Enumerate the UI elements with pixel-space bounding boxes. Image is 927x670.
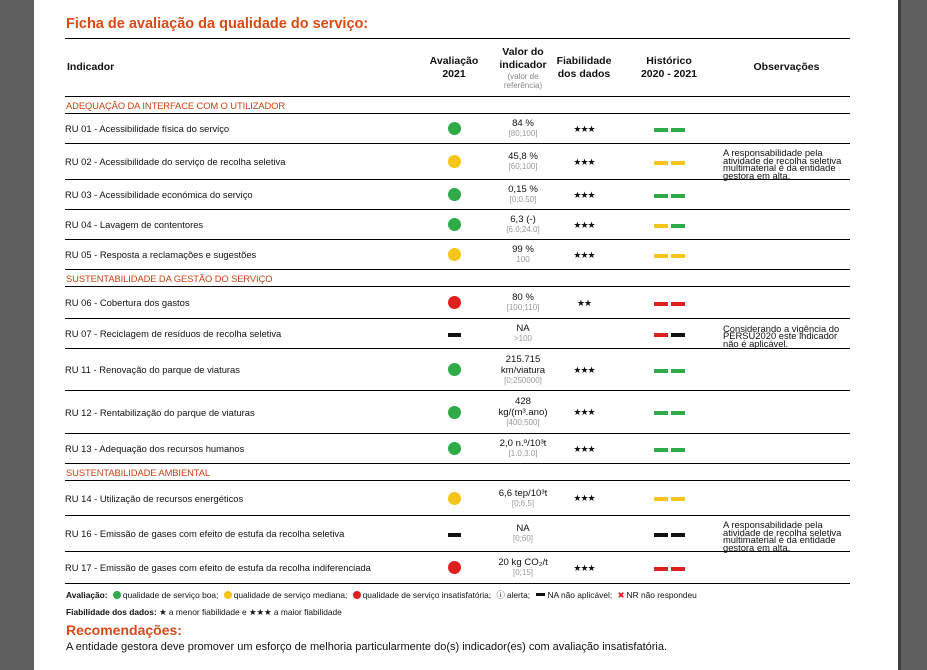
- header-avaliacao-line2: 2021: [442, 67, 466, 80]
- cross-icon: ✖: [617, 590, 625, 600]
- value-cell: [493, 481, 553, 516]
- legend-nr: NR não respondeu: [626, 590, 697, 600]
- indicator-name: RU 04 - Lavagem de contentores: [65, 210, 415, 240]
- reliability-cell: [553, 552, 615, 584]
- reference-value: [1.0;3.0]: [508, 449, 538, 458]
- value-cell: [493, 319, 553, 349]
- value-cell: [493, 516, 553, 552]
- observations-cell: [723, 180, 850, 210]
- reliability-cell: [553, 240, 615, 270]
- history-bar-2021: [671, 194, 685, 198]
- history-bar-2020: [654, 224, 668, 228]
- reference-value: [400;500[: [506, 418, 540, 427]
- reliability-cell: [553, 349, 615, 391]
- table-row: [65, 516, 850, 552]
- header-hist-line2: 2020 - 2021: [640, 67, 698, 80]
- section-header: [65, 464, 850, 481]
- indicator-value: 84 %: [512, 118, 534, 129]
- history-cell: [615, 114, 723, 144]
- stars-icon: ★★★: [573, 123, 595, 134]
- history-bar-2020: [654, 411, 668, 415]
- observations-cell: [723, 144, 850, 180]
- header-fiab-line2: dos dados: [557, 67, 611, 80]
- history-bars: [654, 497, 685, 501]
- header-valor-line1: Valor do: [502, 45, 544, 58]
- history-cell: [615, 481, 723, 516]
- observations-cell: [723, 481, 850, 516]
- section-header: [65, 270, 850, 287]
- value-cell: [493, 144, 553, 180]
- history-bar-2021: [671, 411, 685, 415]
- stars-icon: ★★★: [573, 407, 595, 417]
- observation-text: [723, 192, 850, 197]
- indicator-value: 80 %: [512, 292, 534, 303]
- stars-icon: ★★★: [573, 219, 595, 230]
- history-cell: [615, 516, 723, 552]
- history-bar-2021: [671, 448, 685, 452]
- legend-alert: alerta;: [506, 590, 531, 600]
- stars-icon: ★★★: [573, 493, 595, 503]
- yellow-status-icon: [448, 248, 461, 261]
- table-header: [65, 39, 850, 97]
- observations-cell: [723, 349, 850, 391]
- observations-cell: [723, 287, 850, 319]
- indicator-value: 6,3 (-): [510, 214, 536, 225]
- observations-cell: [723, 210, 850, 240]
- history-bars: [654, 411, 685, 415]
- reference-value: 100: [516, 255, 530, 264]
- evaluation-cell: [415, 114, 493, 144]
- history-bars: [654, 448, 685, 452]
- indicator-name: RU 01 - Acessibilidade física do serviço: [65, 114, 415, 144]
- reference-value: [0;250000]: [504, 375, 542, 385]
- stars-icon: ★★: [576, 297, 592, 308]
- history-bars: [654, 369, 685, 373]
- history-bar-2020: [654, 161, 668, 165]
- history-bar-2021: [671, 369, 685, 373]
- evaluation-cell: [415, 144, 493, 180]
- observation-text: Considerando a vigência do PERSU2020 este indicador não é aplicável.: [723, 322, 840, 349]
- table-row: [65, 481, 850, 516]
- reliability-cell: [553, 319, 615, 349]
- observation-text: [723, 410, 850, 415]
- section-title: ADEQUAÇÃO DA INTERFACE COM O UTILIZADOR: [65, 97, 850, 114]
- yellow-status-icon: [448, 155, 461, 168]
- header-indicador: Indicador: [65, 39, 415, 97]
- history-bar-2021: [671, 567, 685, 571]
- indicator-name: RU 11 - Renovação do parque de viaturas: [65, 349, 415, 391]
- history-bars: [654, 224, 685, 228]
- green-status-icon: [448, 363, 461, 376]
- green-status-icon: [448, 442, 461, 455]
- evaluation-cell: [415, 434, 493, 464]
- reliability-cell: [553, 144, 615, 180]
- indicator-value: 45,8 %: [508, 151, 538, 162]
- legend-low: a menor fiabilidade e: [168, 607, 247, 617]
- history-bar-2020: [654, 194, 668, 198]
- table-row: [65, 391, 850, 434]
- reliability-cell: [553, 180, 615, 210]
- history-bars: [654, 333, 685, 337]
- evaluation-cell: [415, 391, 493, 434]
- indicator-value: 20 kg CO₂/t: [498, 557, 548, 568]
- reference-value: [80;100]: [508, 129, 538, 138]
- history-bar-2021: [671, 302, 685, 306]
- evaluation-cell: [415, 349, 493, 391]
- history-bar-2020: [654, 333, 668, 337]
- evaluation-cell: [415, 552, 493, 584]
- stars-icon: ★★★: [573, 364, 595, 375]
- value-cell: [493, 287, 553, 319]
- history-bar-2021: [671, 333, 685, 337]
- section-title: SUSTENTABILIDADE DA GESTÃO DO SERVIÇO: [65, 270, 850, 287]
- reliability-cell: [553, 434, 615, 464]
- value-cell: [493, 552, 553, 584]
- reference-value: [6.0;24.0]: [506, 225, 540, 234]
- history-bars: [654, 254, 685, 258]
- observation-text: [723, 367, 850, 372]
- red-status-icon: [448, 296, 461, 309]
- history-bars: [654, 161, 685, 165]
- yellow-status-icon: [448, 492, 461, 505]
- reliability-cell: [553, 114, 615, 144]
- observation-text: [723, 300, 850, 305]
- observation-text: [723, 565, 850, 570]
- history-cell: [615, 434, 723, 464]
- history-bar-2021: [671, 533, 685, 537]
- alert-icon: ⓘ: [496, 590, 505, 600]
- green-status-icon: [448, 406, 461, 419]
- history-cell: [615, 319, 723, 349]
- observations-cell: [723, 240, 850, 270]
- history-cell: [615, 144, 723, 180]
- red-dot-icon: [353, 591, 361, 599]
- three-stars-icon: ★★★: [249, 607, 272, 617]
- green-status-icon: [448, 122, 461, 135]
- indicator-name: RU 14 - Utilização de recursos energéticos: [65, 481, 415, 516]
- value-cell: [493, 180, 553, 210]
- legend-bad: qualidade de serviço insatisfatória;: [362, 590, 492, 600]
- reference-value: [100;110]: [506, 303, 540, 312]
- history-bar-2020: [654, 448, 668, 452]
- table-body: [65, 97, 850, 584]
- history-cell: [615, 210, 723, 240]
- observations-cell: [723, 319, 850, 349]
- legend-high: a maior fiabilidade: [273, 607, 342, 617]
- value-cell: [493, 434, 553, 464]
- recommendations-text: A entidade gestora deve promover um esforço de melhoria particularmente do(s) indicador(es) com avaliação insatisfatória.: [66, 641, 668, 653]
- header-valor: [493, 39, 553, 97]
- green-status-icon: [448, 188, 461, 201]
- legend-na: NA não aplicável;: [547, 590, 613, 600]
- table-row: [65, 434, 850, 464]
- reliability-cell: [553, 287, 615, 319]
- stars-icon: ★★★: [573, 189, 595, 200]
- observation-text: A responsabilidade pela atividade de recolha seletiva multimaterial é da entidade gestora em alta.: [723, 519, 842, 553]
- history-bar-2021: [671, 254, 685, 258]
- document-page: [34, 0, 898, 670]
- observations-cell: [723, 516, 850, 552]
- stars-icon: ★★★: [573, 249, 595, 260]
- legend-fiab-label: Fiabilidade dos dados:: [66, 607, 157, 617]
- reliability-cell: [553, 516, 615, 552]
- indicator-value: NA: [516, 323, 530, 334]
- dash-icon: [536, 593, 545, 596]
- observation-text: [723, 222, 850, 227]
- history-bar-2020: [654, 567, 668, 571]
- history-cell: [615, 552, 723, 584]
- indicator-name: RU 12 - Rentabilização do parque de viaturas: [65, 391, 415, 434]
- table-row: [65, 180, 850, 210]
- reliability-cell: [553, 210, 615, 240]
- indicator-name: RU 07 - Reciclagem de resíduos de recolha seletiva: [65, 319, 415, 349]
- history-bar-2021: [671, 224, 685, 228]
- green-dot-icon: [113, 591, 121, 599]
- legend-median: qualidade de serviço mediana;: [233, 590, 348, 600]
- reliability-cell: [553, 481, 615, 516]
- reference-value: [0;15]: [512, 568, 533, 577]
- table-row: [65, 114, 850, 144]
- indicator-name: RU 06 - Cobertura dos gastos: [65, 287, 415, 319]
- history-cell: [615, 240, 723, 270]
- indicator-name: RU 03 - Acessibilidade económica do serviço: [65, 180, 415, 210]
- indicator-name: RU 17 - Emissão de gases com efeito de estufa da recolha indiferenciada: [65, 552, 415, 584]
- indicator-value: 99 %: [512, 244, 534, 255]
- legend-avaliacao: [66, 589, 697, 601]
- evaluation-cell: [415, 240, 493, 270]
- indicator-value: 428 kg/(m³.ano): [498, 396, 548, 418]
- legend-avaliacao-label: Avaliação:: [66, 590, 108, 600]
- history-cell: [615, 180, 723, 210]
- indicator-name: RU 16 - Emissão de gases com efeito de estufa da recolha seletiva: [65, 516, 415, 552]
- header-observacoes: Observações: [723, 39, 850, 97]
- evaluation-cell: [415, 287, 493, 319]
- history-bar-2020: [654, 254, 668, 258]
- stars-icon: ★★★: [573, 443, 595, 454]
- evaluation-cell: [415, 210, 493, 240]
- reference-value: [0;6.5]: [511, 498, 535, 508]
- header-hist-line1: Histórico: [646, 54, 692, 67]
- observation-text: [723, 126, 850, 131]
- table-row: [65, 210, 850, 240]
- observations-cell: [723, 391, 850, 434]
- history-bars: [654, 128, 685, 132]
- history-cell: [615, 287, 723, 319]
- reference-value: >100: [513, 334, 533, 343]
- na-dash-icon: [448, 533, 461, 537]
- header-fiabilidade: [553, 39, 615, 97]
- value-cell: [493, 391, 553, 434]
- observations-cell: [723, 114, 850, 144]
- history-cell: [615, 349, 723, 391]
- table-row: [65, 240, 850, 270]
- stars-icon: ★★★: [573, 156, 595, 167]
- history-bar-2020: [654, 128, 668, 132]
- history-bar-2020: [654, 369, 668, 373]
- star-icon: ★: [159, 607, 167, 617]
- header-historico: [615, 39, 723, 97]
- na-dash-icon: [448, 333, 461, 337]
- legend-good: qualidade de serviço boa;: [122, 590, 219, 600]
- evaluation-cell: [415, 481, 493, 516]
- history-bars: [654, 302, 685, 306]
- yellow-dot-icon: [224, 591, 232, 599]
- value-cell: [493, 210, 553, 240]
- table-row: [65, 319, 850, 349]
- indicator-value: 6,6 tep/10³t: [498, 487, 548, 499]
- page-title: Ficha de avaliação da qualidade do serviço:: [66, 16, 369, 32]
- table-row: [65, 287, 850, 319]
- legend-fiabilidade: [66, 607, 342, 617]
- indicator-name: RU 13 - Adequação dos recursos humanos: [65, 434, 415, 464]
- indicator-value: NA: [516, 523, 530, 534]
- page-edge: [898, 0, 901, 670]
- reliability-cell: [553, 391, 615, 434]
- table-row: [65, 552, 850, 584]
- evaluation-cell: [415, 319, 493, 349]
- header-valor-line2: indicador: [499, 58, 547, 71]
- history-cell: [615, 391, 723, 434]
- history-bar-2020: [654, 302, 668, 306]
- evaluation-cell: [415, 516, 493, 552]
- observation-text: A responsabilidade pela atividade de recolha seletiva multimaterial é da entidade gestora em alta.: [723, 147, 842, 181]
- green-status-icon: [448, 218, 461, 231]
- observation-text: [723, 446, 850, 451]
- table-row: [65, 349, 850, 391]
- history-bar-2021: [671, 497, 685, 501]
- history-bar-2021: [671, 128, 685, 132]
- history-bars: [654, 533, 685, 537]
- red-status-icon: [448, 561, 461, 574]
- table-row: [65, 144, 850, 180]
- history-bar-2020: [654, 497, 668, 501]
- observations-cell: [723, 552, 850, 584]
- value-cell: [493, 114, 553, 144]
- value-cell: [493, 240, 553, 270]
- header-valor-ref: (valor de referência): [503, 71, 543, 90]
- indicator-name: RU 02 - Acessibilidade do serviço de recolha seletiva: [65, 144, 415, 180]
- section-header: [65, 97, 850, 114]
- evaluation-cell: [415, 180, 493, 210]
- observations-cell: [723, 434, 850, 464]
- indicator-name: RU 05 - Resposta a reclamações e sugestões: [65, 240, 415, 270]
- header-fiab-line1: Fiabilidade: [556, 54, 612, 67]
- history-bar-2020: [654, 533, 668, 537]
- observation-text: [723, 252, 850, 257]
- value-cell: [493, 349, 553, 391]
- indicator-value: 215.715 km/viatura: [500, 353, 546, 376]
- header-avaliacao: [415, 39, 493, 97]
- stars-icon: ★★★: [573, 562, 595, 573]
- section-title: SUSTENTABILIDADE AMBIENTAL: [65, 464, 850, 481]
- indicators-table: [65, 38, 850, 584]
- indicator-value: 2,0 n.º/10³t: [499, 438, 547, 449]
- observation-text: [723, 496, 850, 501]
- reference-value: [0;0.50]: [509, 195, 537, 204]
- header-avaliacao-line1: Avaliação: [429, 54, 479, 67]
- history-bar-2021: [671, 161, 685, 165]
- history-bars: [654, 567, 685, 571]
- history-bars: [654, 194, 685, 198]
- reference-value: [0;60]: [512, 534, 533, 543]
- reference-value: [60;100]: [508, 162, 538, 171]
- recommendations-title: Recomendações:: [66, 622, 182, 638]
- indicator-value: 0,15 %: [508, 184, 538, 195]
